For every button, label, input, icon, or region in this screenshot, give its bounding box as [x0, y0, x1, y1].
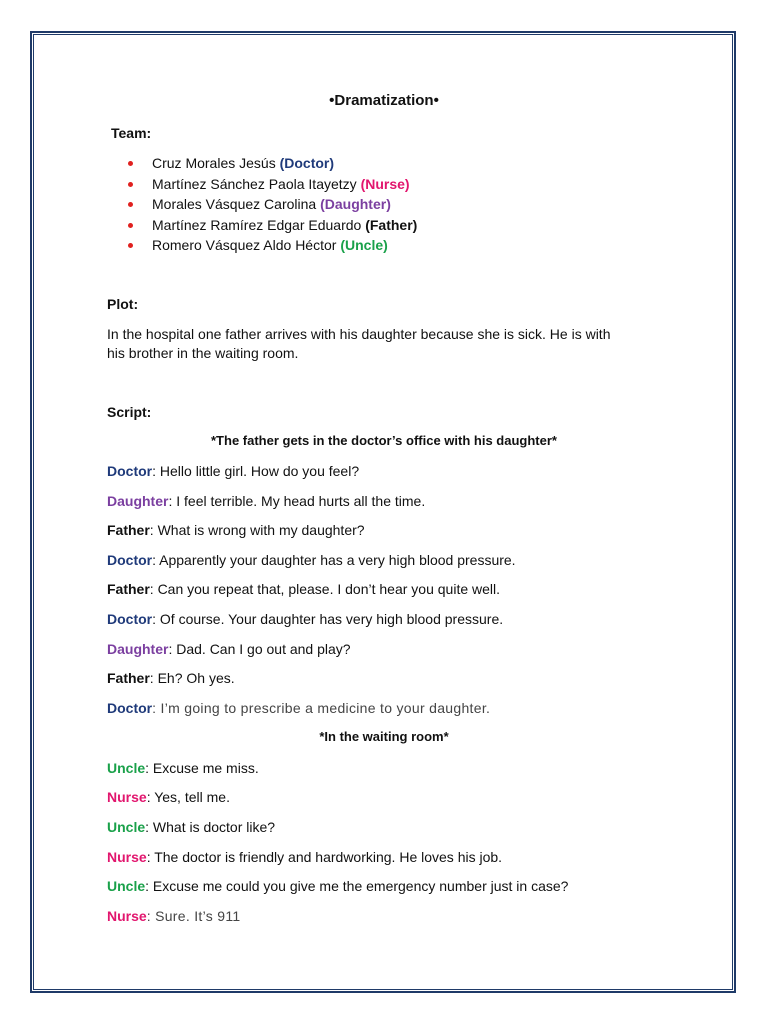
speaker-name: Father: [107, 581, 150, 597]
stage-direction: *In the waiting room*: [319, 729, 449, 744]
speaker-name: Father: [107, 522, 150, 538]
member-name: Romero Vásquez Aldo Héctor: [152, 237, 341, 253]
speaker-name: Uncle: [107, 878, 146, 894]
speaker-name: Nurse: [107, 849, 147, 865]
line-text: : Sure. It’s 911: [146, 908, 241, 924]
plot-heading: Plot:: [107, 296, 139, 312]
script-line: [107, 698, 490, 718]
bullet-icon: [128, 202, 133, 207]
script-line: [107, 758, 259, 778]
line-text: : What is wrong with my daughter?: [149, 522, 365, 538]
speaker-name: Doctor: [107, 611, 153, 627]
script-line: [107, 787, 230, 807]
script-line: [107, 609, 503, 629]
member-role: (Nurse): [360, 175, 410, 192]
bullet-icon: [128, 243, 133, 248]
script-line: [107, 491, 425, 511]
line-text: : The doctor is friendly and hardworking. He loves his job.: [146, 849, 503, 865]
line-text: : What is doctor like?: [145, 819, 276, 835]
speaker-name: Uncle: [107, 819, 146, 835]
speaker-name: Daughter: [107, 493, 169, 509]
line-text: : I’m going to prescribe a medicine to your daughter.: [152, 700, 491, 716]
document-title: •Dramatization•: [329, 92, 439, 109]
speaker-name: Doctor: [107, 700, 153, 716]
line-text: : Can you repeat that, please. I don’t hear you quite well.: [149, 581, 501, 597]
line-text: : Apparently your daughter has a very high blood pressure.: [152, 552, 516, 568]
speaker-name: Uncle: [107, 760, 146, 776]
plot-line-1: In the hospital one father arrives with his daughter because she is sick. He is with: [107, 326, 611, 342]
speaker-name: Nurse: [107, 789, 147, 805]
script-line: [107, 639, 351, 659]
script-line: [107, 817, 275, 837]
member-name: Martínez Ramírez Edgar Eduardo: [152, 216, 366, 233]
script-line: [107, 520, 365, 540]
line-text: : Of course. Your daughter has very high blood pressure.: [152, 611, 504, 627]
line-text: : Hello little girl. How do you feel?: [152, 463, 360, 479]
line-text: : Dad. Can I go out and play?: [168, 641, 351, 657]
speaker-name: Nurse: [107, 908, 147, 924]
script-line: [107, 579, 500, 599]
bullet-icon: [128, 182, 133, 187]
member-name: Morales Vásquez Carolina: [152, 196, 321, 212]
speaker-name: Doctor: [107, 463, 153, 479]
stage-direction: *The father gets in the doctor’s office with his daughter*: [211, 433, 557, 448]
line-text: : Eh? Oh yes.: [149, 670, 235, 686]
script-line: [107, 876, 568, 896]
member-role: (Doctor): [279, 155, 335, 171]
script-heading: Script:: [107, 404, 152, 420]
member-role: (Uncle): [340, 237, 388, 253]
script-line: [107, 668, 235, 688]
line-text: : Yes, tell me.: [146, 789, 230, 805]
member-name: Martínez Sánchez Paola Itayetzy: [152, 175, 361, 192]
bullet-icon: [128, 161, 133, 166]
line-text: : I feel terrible. My head hurts all the time.: [168, 493, 426, 509]
speaker-name: Doctor: [107, 552, 153, 568]
line-text: : Excuse me could you give me the emergency number just in case?: [145, 878, 569, 894]
member-name: Cruz Morales Jesús: [152, 155, 280, 171]
line-text: : Excuse me miss.: [145, 760, 259, 776]
member-role: (Father): [365, 216, 418, 233]
bullet-icon: [128, 223, 133, 228]
member-role: (Daughter): [320, 196, 391, 212]
team-heading: Team:: [111, 125, 152, 141]
script-line: [107, 461, 359, 481]
speaker-name: Father: [107, 670, 150, 686]
plot-line-2: his brother in the waiting room.: [107, 345, 299, 361]
script-line: [107, 906, 240, 926]
script-line: [107, 847, 502, 867]
speaker-name: Daughter: [107, 641, 169, 657]
script-line: [107, 550, 516, 570]
